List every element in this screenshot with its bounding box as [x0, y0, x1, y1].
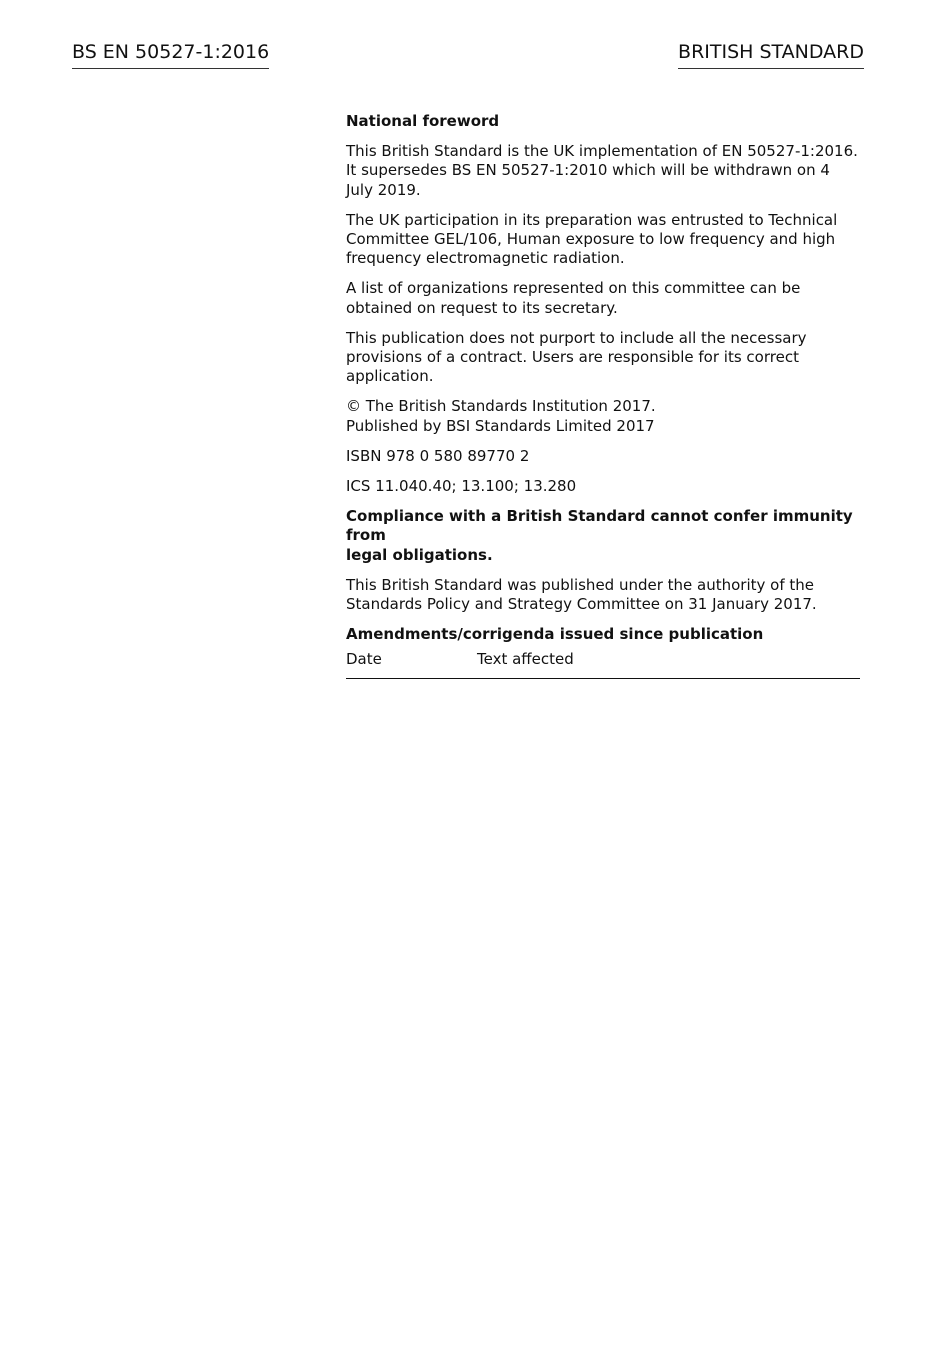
- participation-paragraph: [346, 211, 860, 269]
- text-line: obtained on request to its secretary.: [346, 298, 618, 317]
- header-document-id: BS EN 50527-1:2016: [72, 40, 269, 69]
- text-line: Compliance with a British Standard cannot confer immunity from: [346, 507, 853, 545]
- authority-paragraph: [346, 576, 860, 614]
- foreword-title: National foreword: [346, 112, 500, 130]
- text-line: application.: [346, 367, 434, 386]
- amendments-table: [346, 650, 860, 678]
- text-line: This publication does not purport to include all the necessary: [346, 328, 807, 347]
- header-series-label: BRITISH STANDARD: [678, 40, 864, 69]
- text-line: This British Standard is the UK implementation of EN 50527-1:2016.: [346, 142, 858, 161]
- contract-paragraph: [346, 329, 860, 387]
- text-line: Standards Policy and Strategy Committee on 31 January 2017.: [346, 595, 817, 614]
- text-line: This British Standard was published under the authority of the: [346, 575, 815, 594]
- national-foreword: [346, 112, 860, 679]
- isbn: ISBN 978 0 580 89770 2: [346, 446, 530, 465]
- compliance-statement: [346, 507, 860, 565]
- amendments-title: Amendments/corrigenda issued since publication: [346, 625, 764, 644]
- organizations-paragraph: [346, 279, 860, 317]
- column-header-text-affected: Text affected: [477, 650, 574, 669]
- text-line: Committee GEL/106, Human exposure to low frequency and high: [346, 230, 836, 249]
- text-line: provisions of a contract. Users are responsible for its correct: [346, 348, 799, 367]
- column-header-date: Date: [346, 650, 382, 669]
- implementation-paragraph: [346, 142, 860, 200]
- text-line: frequency electromagnetic radiation.: [346, 249, 625, 268]
- text-line: It supersedes BS EN 50527-1:2010 which will be withdrawn on 4: [346, 161, 830, 180]
- copyright-paragraph: [346, 397, 860, 435]
- text-line: July 2019.: [346, 180, 421, 199]
- text-line: © The British Standards Institution 2017.: [346, 397, 656, 416]
- text-line: A list of organizations represented on this committee can be: [346, 279, 801, 298]
- text-line: legal obligations.: [346, 545, 493, 564]
- text-line: The UK participation in its preparation was entrusted to Technical: [346, 210, 838, 229]
- ics-codes: ICS 11.040.40; 13.100; 13.280: [346, 477, 577, 496]
- text-line: Published by BSI Standards Limited 2017: [346, 416, 655, 435]
